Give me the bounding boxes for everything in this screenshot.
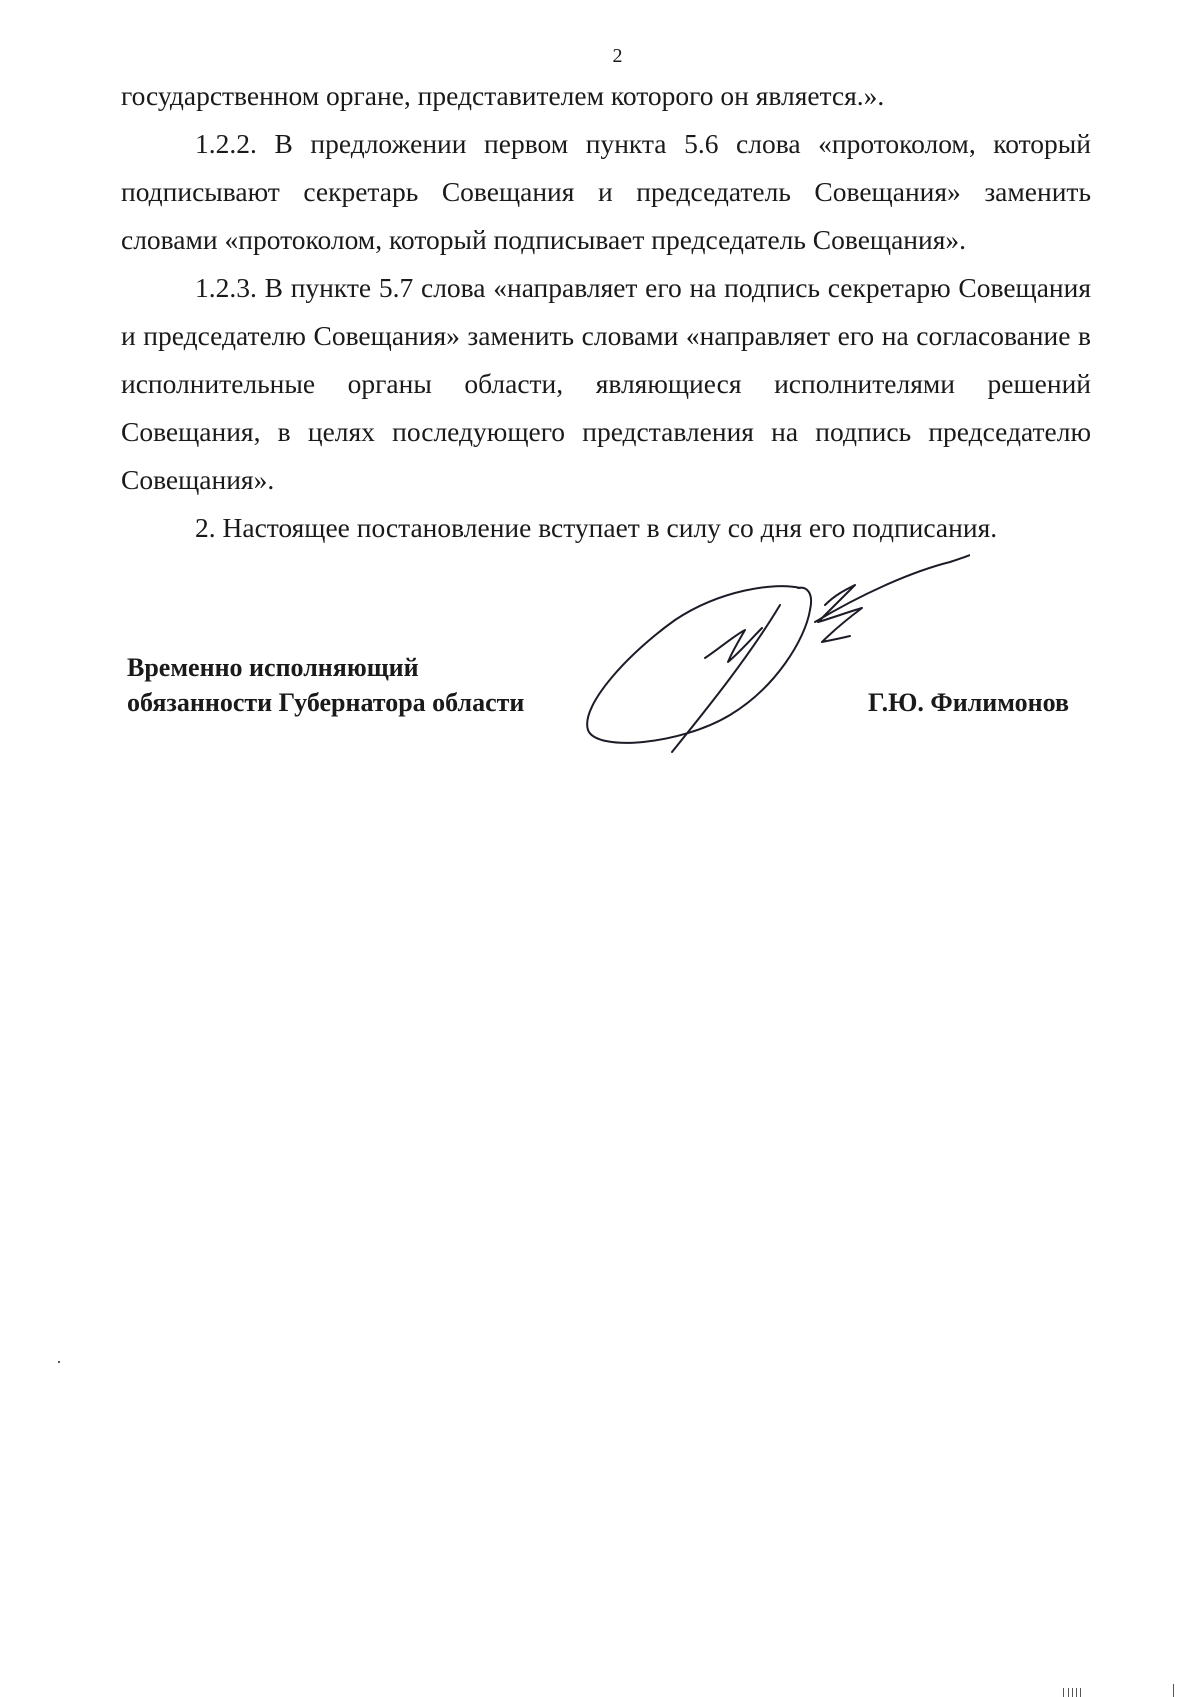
document-body — [121, 72, 1091, 552]
signer-position-line-2: обязанности Губернатора области — [127, 688, 525, 717]
handwritten-signature — [570, 530, 970, 760]
signer-position — [127, 650, 524, 720]
scan-dot — [58, 1361, 60, 1363]
scan-tick — [1068, 1688, 1069, 1697]
scan-tick — [1072, 1688, 1073, 1697]
scan-tick — [1173, 1684, 1174, 1697]
page-number: 2 — [612, 45, 623, 67]
paragraph-2: 2. Настоящее постановление вступает в силу со дня его подписания. — [195, 512, 998, 543]
signer-name: Г.Ю. Филимонов — [868, 688, 1070, 717]
paragraph-1-2-3: 1.2.3. В пункте 5.7 слова «направляет его на подпись секретарю Совещания и председателю Совещания» заменить словами «направляет его на согласование в исполнительные органы области, являющиеся исполнителями решений Совещания, в целях последующего представления на подпись председателю Совещания». — [121, 272, 1091, 495]
scan-tick — [1063, 1688, 1064, 1697]
signer-position-line-1: Временно исполняющий — [127, 653, 419, 682]
paragraph-continuation: государственном органе, представителем которого он является.». — [121, 80, 885, 111]
scan-tick — [1076, 1688, 1077, 1697]
paragraph-1-2-2: 1.2.2. В предложении первом пункта 5.6 слова «протоколом, который подписывают секретарь Совещания и председатель Совещания» заменить словами «протоколом, который подписывает председатель Совещания». — [121, 128, 1091, 255]
scan-tick — [1080, 1688, 1081, 1697]
